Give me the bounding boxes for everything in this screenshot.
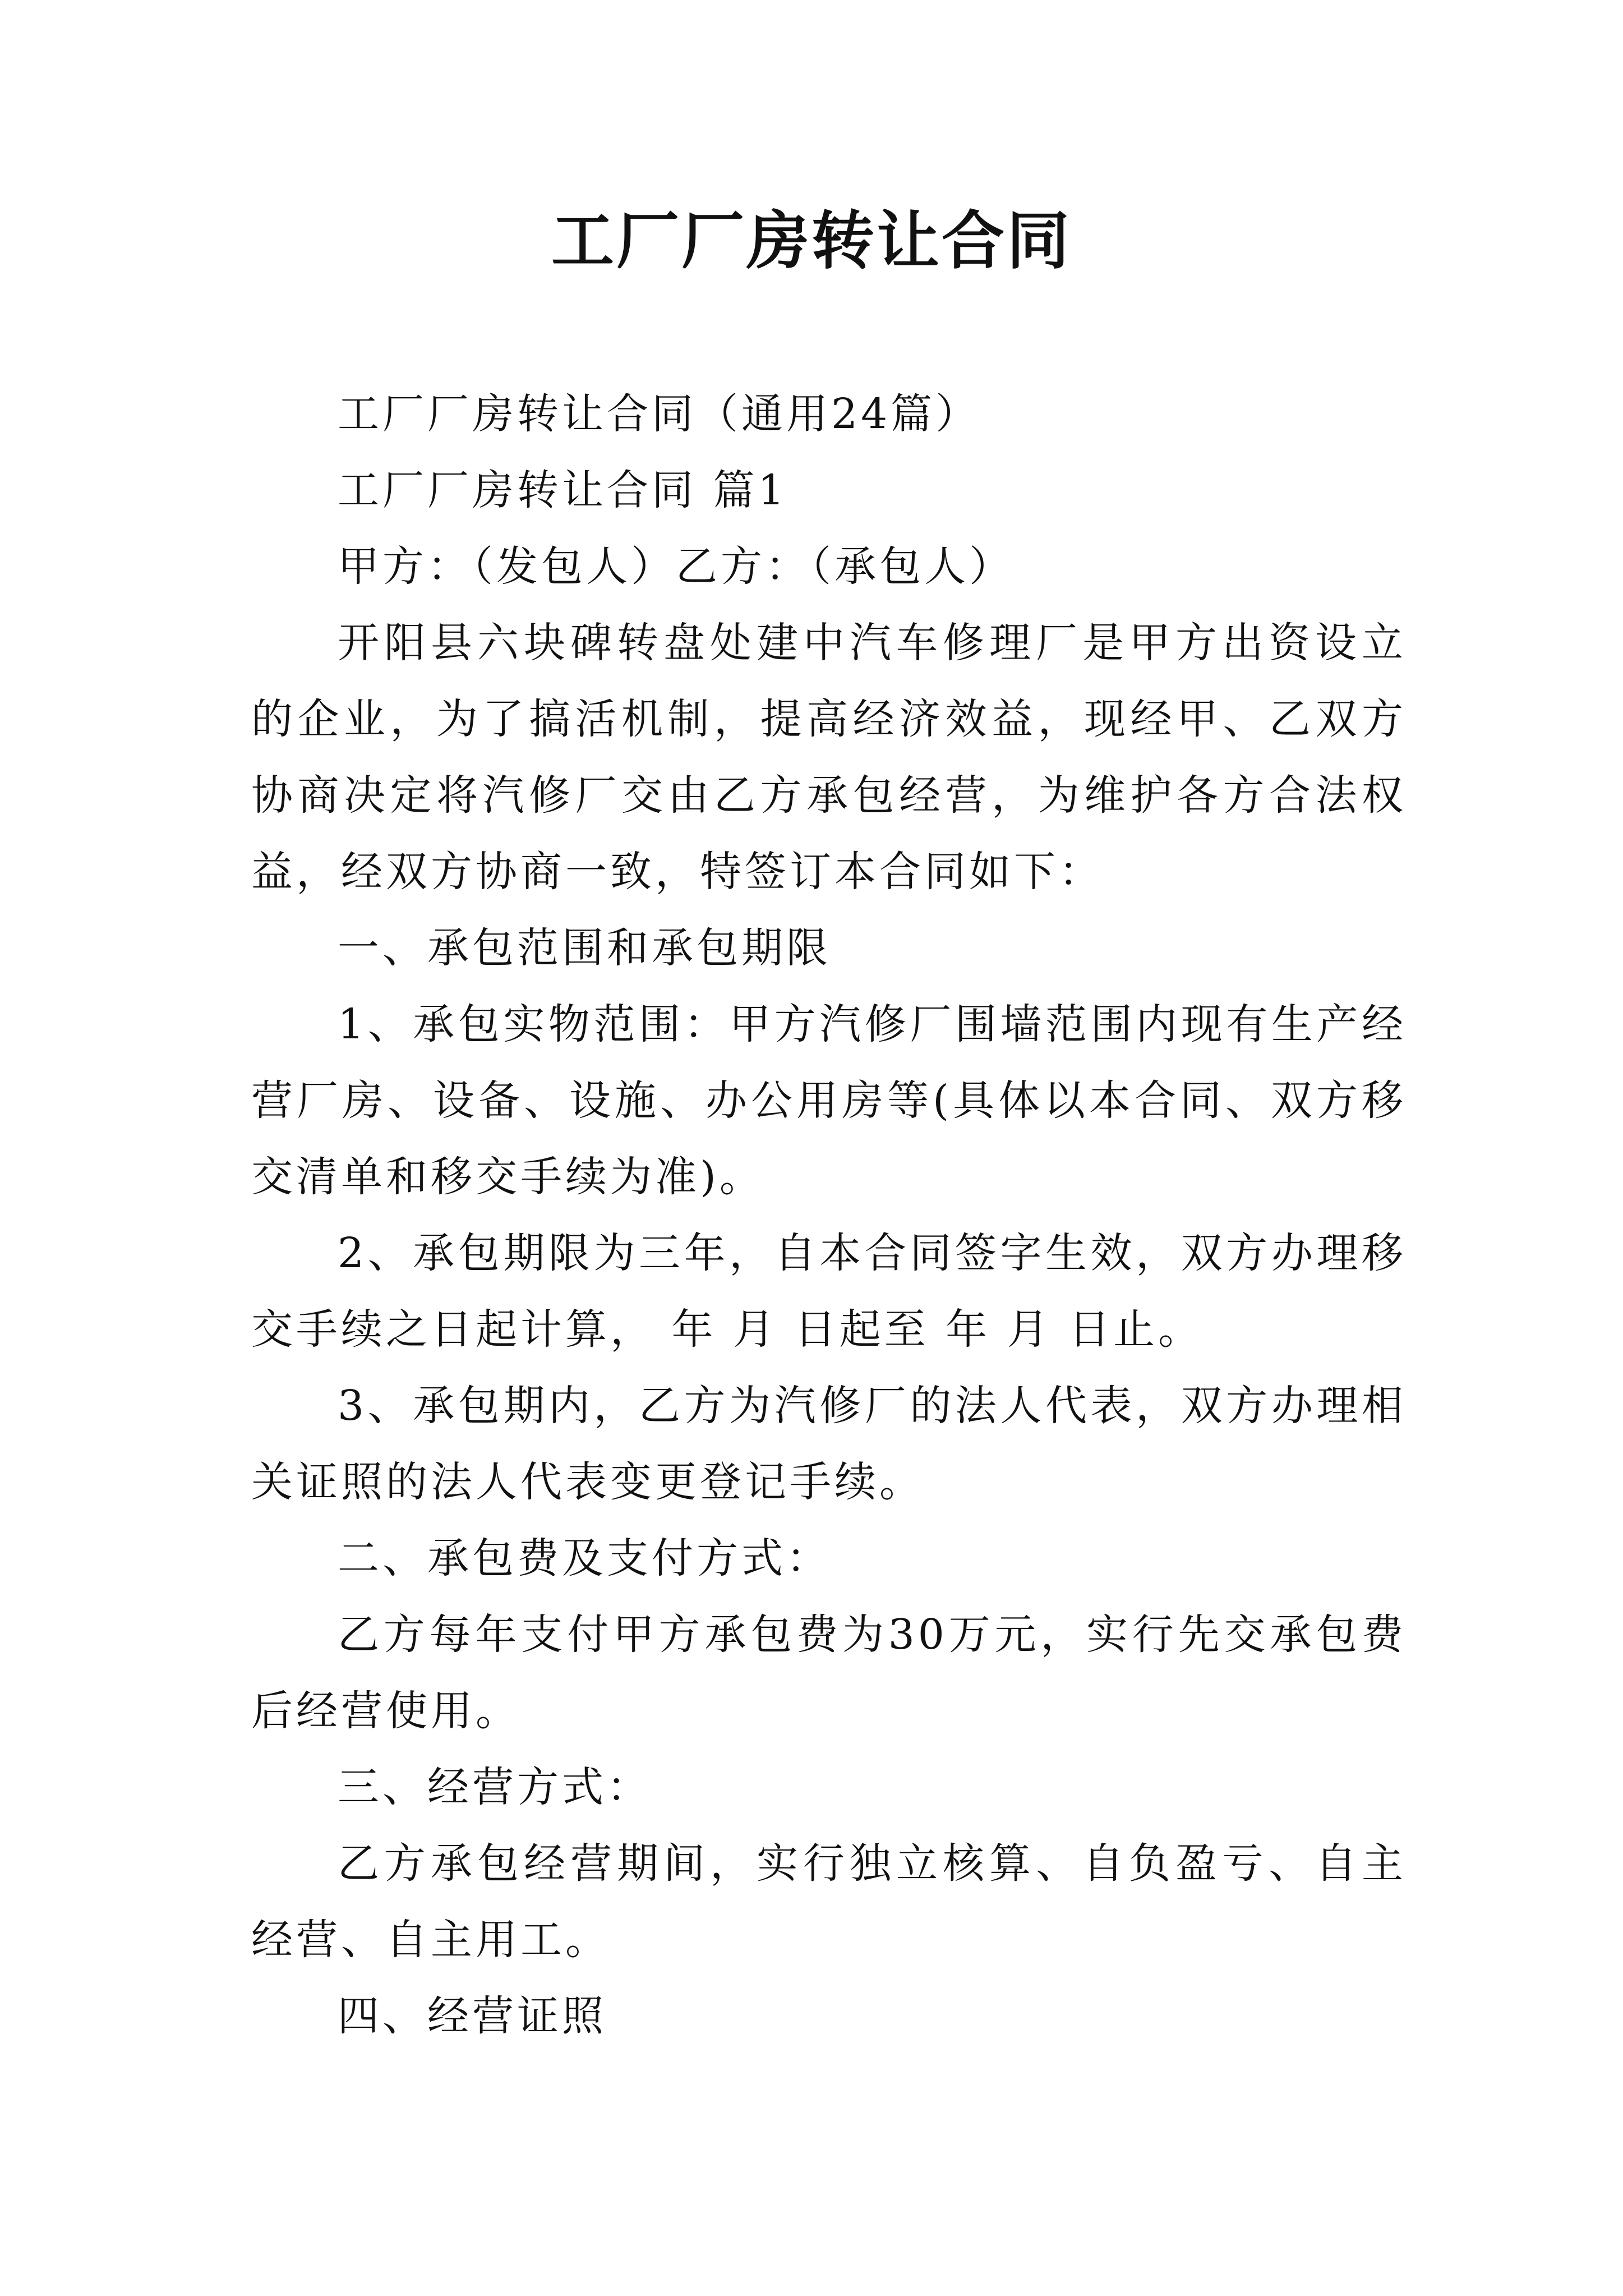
clause-paragraph: 乙方承包经营期间，实行独立核算、自负盈亏、自主经营、自主用工。 xyxy=(251,1839,1407,1964)
document-title: 工厂厂房转让合同 xyxy=(551,204,1072,278)
clause-paragraph: 3、承包期内，乙方为汽修厂的法人代表，双方办理相关证照的法人代表变更登记手续。 xyxy=(251,1382,1407,1506)
document-subtitle: 工厂厂房转让合同（通用24篇） xyxy=(338,390,981,438)
clause-heading: 二、承包费及支付方式： xyxy=(338,1534,831,1582)
preamble-paragraph: 开阳县六块碑转盘处建中汽车修理厂是甲方出资设立的企业，为了搞活机制，提高经济效益，现经甲、乙双方协商决定将汽修厂交由乙方承包经营，为维护各方合法权益，经双方协商一致，特签订本合同如下： xyxy=(251,619,1407,896)
clause-paragraph: 乙方每年支付甲方承包费为30万元，实行先交承包费后经营使用。 xyxy=(251,1611,1407,1735)
clause-heading: 四、经营证照 xyxy=(338,1992,607,2040)
section-heading: 工厂厂房转让合同 篇1 xyxy=(338,466,788,514)
clause-heading: 三、经营方式： xyxy=(338,1763,652,1811)
clause-paragraph: 1、承包实物范围：甲方汽修厂围墙范围内现有生产经营厂房、设备、设施、办公用房等(具体以本合同、双方移交清单和移交手续为准)。 xyxy=(251,1000,1407,1201)
document-body xyxy=(251,376,1407,2054)
clause-heading: 一、承包范围和承包期限 xyxy=(338,924,831,972)
parties-line: 甲方：（发包人）乙方：（承包人） xyxy=(338,542,1014,591)
clause-paragraph: 2、承包期限为三年，自本合同签字生效，双方办理移交手续之日起计算， 年 月 日起至 年 月 日止。 xyxy=(251,1229,1407,1354)
